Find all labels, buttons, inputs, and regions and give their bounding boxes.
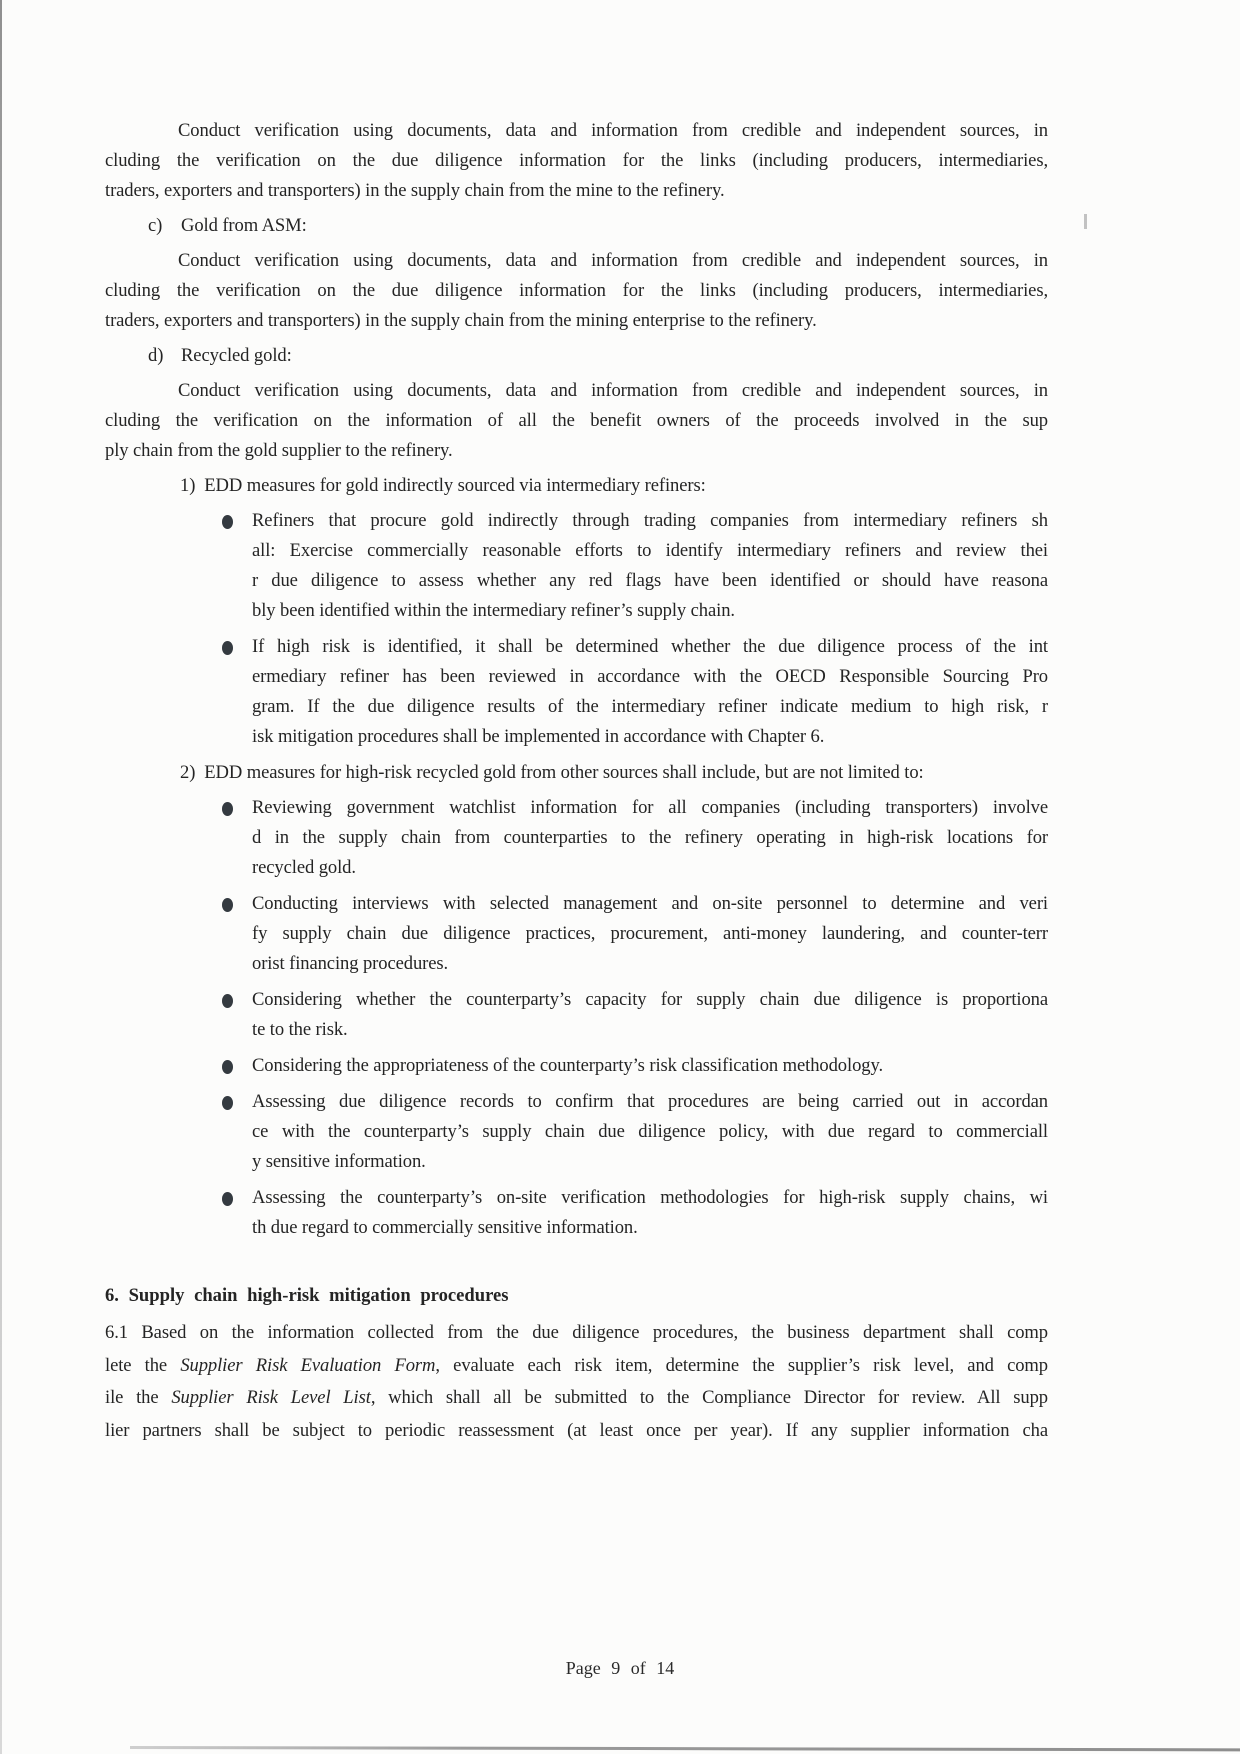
bullet-icon — [222, 641, 233, 655]
text-line: cluding the verification on the due diligence information for the links (including producers, intermediaries, — [105, 280, 1048, 301]
text-line: traders, exporters and transporters) in the supply chain from the mine to the refinery. — [105, 180, 725, 201]
list-item-label: 1) — [180, 475, 196, 496]
text-line: isk mitigation procedures shall be implemented in accordance with Chapter 6. — [252, 726, 825, 747]
bullet-item — [252, 506, 1048, 626]
text-line: cluding the verification on the information of all the benefit owners of the proceeds involved in the sup — [105, 410, 1048, 431]
text-line: cluding the verification on the due diligence information for the links (including producers, intermediaries, — [105, 150, 1048, 171]
page-footer — [0, 1658, 1240, 1679]
list-item-label: c) — [148, 215, 163, 236]
text-line: Conducting interviews with selected management and on-site personnel to determine and veri — [252, 893, 1048, 914]
text-line: Conduct verification using documents, data and information from credible and independent sources, in — [178, 380, 1048, 401]
text-line: th due regard to commercially sensitive information. — [252, 1217, 638, 1238]
bullet-item — [252, 1183, 1048, 1243]
text-line: Conduct verification using documents, data and information from credible and independent sources, in — [178, 120, 1048, 141]
text-line: recycled gold. — [252, 857, 356, 878]
list-item-label: 2) — [180, 762, 196, 783]
list-item — [148, 341, 1048, 371]
text-line: fy supply chain due diligence practices, procurement, anti-money laundering, and counter-terr — [252, 923, 1048, 944]
text-line: ile the Supplier Risk Level List, which shall all be submitted to the Compliance Director for review. All supp — [105, 1387, 1048, 1408]
document-body — [105, 116, 1048, 1452]
text-line: y sensitive information. — [252, 1151, 426, 1172]
text-line: If high risk is identified, it shall be determined whether the due diligence process of the int — [252, 636, 1048, 657]
paragraph — [105, 246, 1048, 336]
text-line: d in the supply chain from counterparties to the refinery operating in high-risk locations for — [252, 827, 1048, 848]
text-line: Considering whether the counterparty’s capacity for supply chain due diligence is proportiona — [252, 989, 1048, 1010]
text-line: ermediary refiner has been reviewed in accordance with the OECD Responsible Sourcing Pro — [252, 666, 1048, 687]
bullet-icon — [222, 898, 233, 912]
text-line: bly been identified within the intermediary refiner’s supply chain. — [252, 600, 735, 621]
list-item-text: Gold from ASM: — [181, 215, 307, 236]
bullet-icon — [222, 994, 233, 1008]
text-line: orist financing procedures. — [252, 953, 449, 974]
text-line: all: Exercise commercially reasonable efforts to identify intermediary refiners and review thei — [252, 540, 1048, 561]
bullet-item — [252, 1087, 1048, 1177]
text-line: traders, exporters and transporters) in the supply chain from the mining enterprise to the refinery. — [105, 310, 817, 331]
bullet-item — [252, 632, 1048, 752]
text-line: ce with the counterparty’s supply chain due diligence policy, with due regard to commerciall — [252, 1121, 1048, 1142]
text-line: Refiners that procure gold indirectly through trading companies from intermediary refiners sh — [252, 510, 1048, 531]
text-line: 6.1 Based on the information collected from the due diligence procedures, the business department shall comp — [105, 1322, 1048, 1343]
text-line: Considering the appropriateness of the counterparty’s risk classification methodology. — [252, 1055, 884, 1076]
list-item-text: EDD measures for high-risk recycled gold from other sources shall include, but are not limited to: — [204, 762, 924, 783]
text-line: lete the Supplier Risk Evaluation Form, evaluate each risk item, determine the supplier’s risk level, and comp — [105, 1354, 1048, 1376]
bullet-item — [252, 889, 1048, 979]
section-heading: 6. Supply chain high-risk mitigation procedures — [105, 1285, 509, 1306]
bullet-icon — [222, 1192, 233, 1206]
text-line: Assessing due diligence records to confirm that procedures are being carried out in accordan — [252, 1091, 1048, 1112]
paragraph — [105, 116, 1048, 206]
text-line: te to the risk. — [252, 1019, 348, 1040]
bullet-item — [252, 985, 1048, 1045]
list-item — [148, 211, 1048, 241]
scan-edge-left — [0, 0, 2, 1754]
text-line: r due diligence to assess whether any red flags have been identified or should have reasona — [252, 570, 1048, 591]
text-line: Conduct verification using documents, data and information from credible and independent sources, in — [178, 250, 1048, 271]
bullet-icon — [222, 802, 233, 816]
text-line: ply chain from the gold supplier to the refinery. — [105, 440, 453, 461]
list-item — [180, 471, 1048, 501]
page-number: Page 9 of 14 — [565, 1658, 675, 1678]
bullet-icon — [222, 515, 233, 529]
bullet-item — [252, 1051, 1048, 1081]
list-item-text: Recycled gold: — [181, 345, 292, 366]
scan-line-bottom — [130, 1746, 1240, 1751]
list-item-label: d) — [148, 345, 164, 366]
bullet-item — [252, 793, 1048, 883]
bullet-icon — [222, 1096, 233, 1110]
text-line: gram. If the due diligence results of the intermediary refiner indicate medium to high risk, r — [252, 696, 1048, 717]
bullet-icon — [222, 1060, 233, 1074]
list-item-text: EDD measures for gold indirectly sourced via intermediary refiners: — [204, 475, 706, 496]
scan-speck — [1084, 214, 1087, 229]
paragraph — [105, 376, 1048, 466]
paragraph — [105, 1317, 1048, 1447]
text-line: Reviewing government watchlist information for all companies (including transporters) involve — [252, 797, 1048, 818]
list-item — [180, 758, 1048, 788]
text-line: lier partners shall be subject to periodic reassessment (at least once per year). If any supplier information cha — [105, 1419, 1048, 1441]
text-line: Assessing the counterparty’s on-site verification methodologies for high-risk supply chains, wi — [252, 1187, 1048, 1208]
